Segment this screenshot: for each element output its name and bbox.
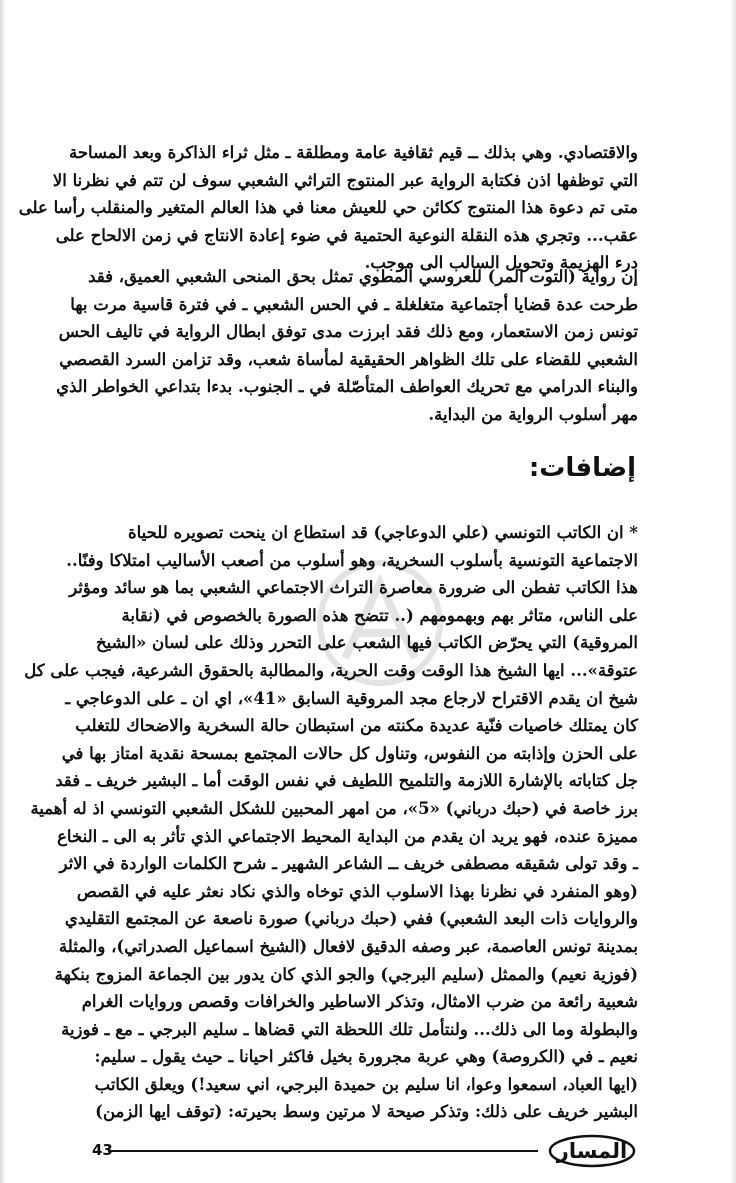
paragraph-3-line: الاجتماعية التونسية بأسلوب السخرية، وهو أسلوب من أصعب الأساليب امتلاكا وفنًا.. [66,550,638,570]
paragraph-1-line: عقب... وتجري هذه النقلة النوعية الحتمية في ضوء إعادة الانتاج في زمن الالحاح على [55,225,638,245]
paragraph-3-line: البشير خريف على ذلك: وتذكر صيحة لا مرتين وسط بحيرته: (توقف ايها الزمن) [95,1102,638,1122]
footer-rule [108,1150,538,1152]
paragraph-3-line: جل كتاباته بالإشارة اللازمة والتلميح اللطيف في نفس الوقت أما ـ البشير خريف ـ فقد [55,771,638,791]
paragraph-3-line: شعبية رائعة من ضرب الامثال، وتذكر الاساطير والخرافات وقصص وروايات الغرام [81,992,638,1012]
magazine-logo [548,1134,636,1168]
paragraph-3 [24,519,638,1126]
paragraph-3-line: بمدينة تونس العاصمة، عبر وصفه الدقيق لافعال (الشيخ اسماعيل الصدراتي)، والمثلة [58,936,638,956]
paragraph-2-line: إن رواية (التوت المر) للعروسي المطوي تمثل بحق المنحى الشعبي العميق، فقد [88,267,638,286]
paragraph-1-line: درء الهزيمة وتحويل السالب الى موجب. [364,253,638,273]
paragraph-3-line: على الحزن وإذابته من النفوس، وتناول كل حالات المجتمع بمسحة نقدية امتاز بها في [61,743,638,763]
paragraph-2-line: تونس زمن الاستعمار، ومع ذلك فقد ابرزت مدى توفق ابطال الرواية في تاليف الحس [58,322,638,342]
paragraph-3-line: هذا الكاتب تفطن الى ضرورة معاصرة التراث الاجتماعي الشعبي بما هو سائد ومؤثر [69,578,638,598]
paragraph-3-line: برز خاصة في (حبك درباني) «5»، من امهر المحبين للشكل الشعبي التونسي اذ له أهمية [30,798,638,818]
section-heading: إضافات: [528,453,636,483]
paragraph-1 [18,139,638,277]
scan-shadow-right [730,0,736,1183]
magazine-logo-text: المسار [556,1139,628,1163]
page-number: 43 [92,1141,113,1159]
paragraph-3-line: والروايات ذات البعد الشعبي) ففي (حبك درباني) صورة ناصعة عن المجتمع التقليدي [64,909,638,929]
paragraph-2 [56,263,638,429]
paragraph-3-line: (وهو المنفرد في نظرنا بهذا الاسلوب الذي توخاه والذي نكاد نعثر عليه في القصص [76,881,638,901]
paragraph-3-line: (فوزية نعيم) والممثل (سليم البرجي) والجو الذي كان يدور بين الجماعة المزوج بنكهة [54,964,638,984]
paragraph-3-line: ـ وقد تولى شقيقه مصطفى خريف ــ الشاعر الشهير ـ شرح الكلمات الواردة في الاثر [59,854,638,874]
paragraph-3-line: (ايها العباد، اسمعوا وعوا، انا سليم بن حميدة البرجي، اني سعيد!) ويعلق الكاتب [94,1074,638,1094]
paragraph-2-line: مهر أسلوب الرواية من البداية. [428,404,638,424]
paragraph-3-line: * ان الكاتب التونسي (علي الدوعاجي) قد استطاع ان ينحت تصويره للحياة [127,523,638,542]
paragraph-3-line: المروقية) التي يحرّض الكاتب فيها الشعب على التحرر وذلك على لسان «الشيخ [96,633,638,653]
paragraph-1-line: والاقتصادي. وهي بذلك ــ قيم ثقافية عامة ومطلقة ـ مثل ثراء الذاكرة وبعد المساحة [69,143,638,162]
paragraph-3-line: والبطولة وما الى ذلك... ولنتأمل تلك اللحظة التي قضاها ـ سليم البرجي ـ مع ـ فوزية [61,1019,638,1039]
paragraph-1-line: متى تم دعوة هذا المنتوج ككائن حي للعيش معنا في هذا العالم المتغير والمنقلب رأسا على [18,198,638,218]
scan-shadow-left [0,0,6,1183]
paragraph-3-line: على الناس، متاثر بهم وبهمومهم (.. تتضح هذه الصورة بالخصوص في (نقابة [121,605,638,625]
paragraph-1-line: التي توظفها اذن فكتابة الرواية عبر المنتوج التراثي الشعبي سوف لن تتم في نظرنا الا [52,170,638,190]
paragraph-2-line: الشعبي للقضاء على تلك الظواهر الحقيقية لمأساة شعب، وقد تزامن السرد القصصي [59,349,638,369]
paragraph-2-line: والبناء الدرامي مع تحريك العواطف المتأصّلة في ـ الجنوب. بدءا بتداعي الخواطر الذي [56,377,638,397]
paragraph-3-line: مميزة عنده، فهو يريد ان يقدم من البداية المحيط الاجتماعي الذي تأثر به الى ـ النخاع [57,826,638,846]
paragraph-2-line: طرحت عدة قضايا أجتماعية متغلغلة ـ في الحس الشعبي ـ في فترة قاسية مرت بها [70,294,638,314]
paragraph-3-line: كان يمتلك خاصيات فنّية عديدة مكنته من استبطان حالة السخرية والاضحاك للتغلب [75,716,638,736]
paragraph-3-line: شيخ ان يقدم الاقتراح لارجاع مجد المروقية السابق «41»، اي ان ـ على الدوعاجي ـ [65,688,638,708]
paragraph-3-line: عتوقة»... ايها الشيخ هذا الوقت وقت الحرية، والمطالبة بالحقوق الشرعية، فيجب على كل [24,660,638,680]
paragraph-3-line: نعيم ـ في (الكروصة) وهي عربة مجرورة بخيل فاكثر احيانا ـ حيث يقول ـ سليم: [94,1047,638,1067]
